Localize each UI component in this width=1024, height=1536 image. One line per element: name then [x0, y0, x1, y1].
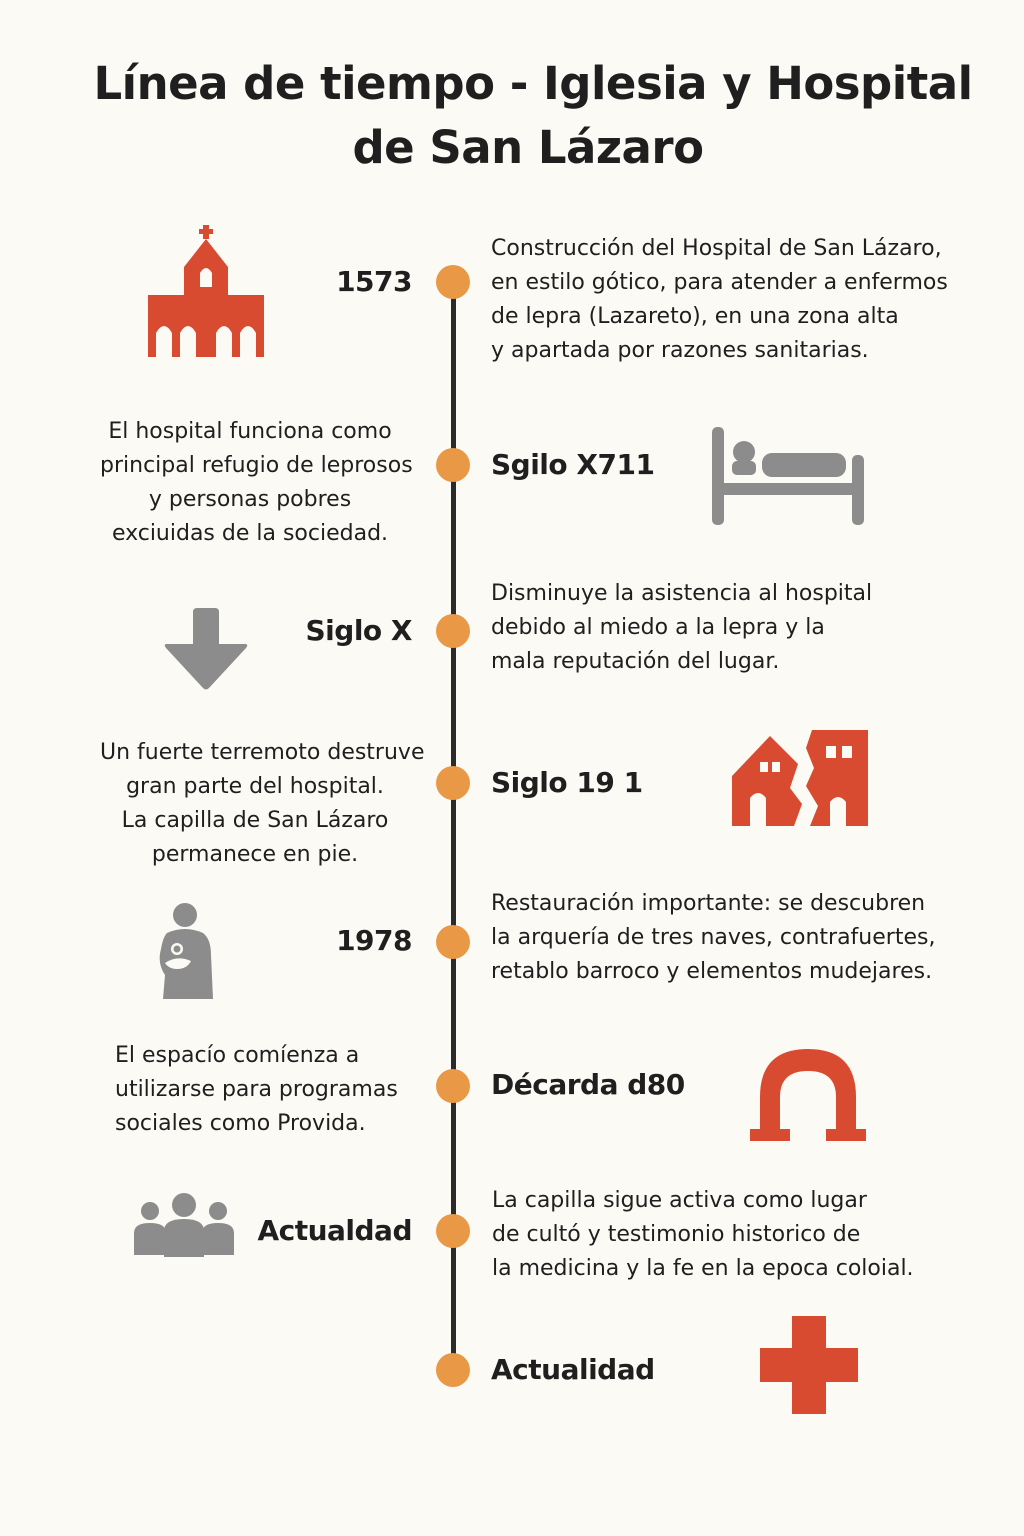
damaged-building-icon [732, 728, 870, 828]
timeline-dot-actualdad [436, 1214, 470, 1248]
title-line-2: de San Lázaro [352, 121, 704, 174]
event-label-decarda-d80: Décarda d80 [491, 1068, 685, 1101]
timeline-dot-actualidad [436, 1353, 470, 1387]
medical-cross-icon [760, 1316, 858, 1414]
event-desc-actualdad: La capilla sigue activa como lugar de cultó y testimonio historico de la medicina y la fe en la epoca coloial. [492, 1188, 914, 1281]
timeline-dot-decarda-d80 [436, 1069, 470, 1103]
person-icon [157, 903, 217, 1003]
timeline-dot-sgilo-x711 [436, 448, 470, 482]
event-label-1573: 1573 [336, 265, 412, 298]
timeline-dot-1978 [436, 925, 470, 959]
event-label-siglo-19-1: Siglo 19 1 [491, 766, 643, 799]
church-icon [146, 225, 266, 360]
timeline-axis [451, 280, 456, 1370]
event-desc-1573: Construcción del Hospital de San Lázaro, en estilo gótico, para atender a enfermos de lepra (Lazareto), en una zona alta y apartada por razones sanitarias. [491, 236, 948, 363]
timeline-dot-siglo-19-1 [436, 766, 470, 800]
event-label-siglo-x: Siglo X [305, 614, 412, 647]
event-label-actualdad: Actualdad [257, 1214, 412, 1247]
title-line-1: Línea de tiempo - Iglesia y Hospital [93, 57, 973, 110]
timeline-dot-siglo-x [436, 614, 470, 648]
page-title [0, 52, 1024, 180]
arch-icon [750, 1043, 868, 1143]
timeline-dot-1573 [436, 265, 470, 299]
event-desc-siglo-x: Disminuye la asistencia al hospital debido al miedo a la lepra y la mala reputación del lugar. [491, 581, 873, 674]
event-label-1978: 1978 [336, 924, 412, 957]
event-label-sgilo-x711: Sgilo X711 [491, 448, 655, 481]
hospital-bed-icon [712, 427, 867, 527]
event-desc-siglo-19-1: Un fuerte terremoto destruve gran parte del hospital. La capilla de San Lázaro permanece en pie. [100, 740, 425, 867]
event-desc-1978: Restauración importante: se descubren la arquería de tres naves, contrafuertes, retablo barroco y elementos mudejares. [491, 891, 936, 984]
event-label-actualidad: Actualidad [491, 1353, 655, 1386]
event-desc-decarda-d80: El espacío comíenza a utilizarse para programas sociales como Provida. [115, 1043, 398, 1136]
event-desc-sgilo-x711: El hospital funciona como principal refugio de leprosos y personas pobres exciuidas de la sociedad. [100, 419, 413, 546]
arrow-down-icon [163, 608, 249, 690]
people-group-icon [134, 1193, 234, 1257]
